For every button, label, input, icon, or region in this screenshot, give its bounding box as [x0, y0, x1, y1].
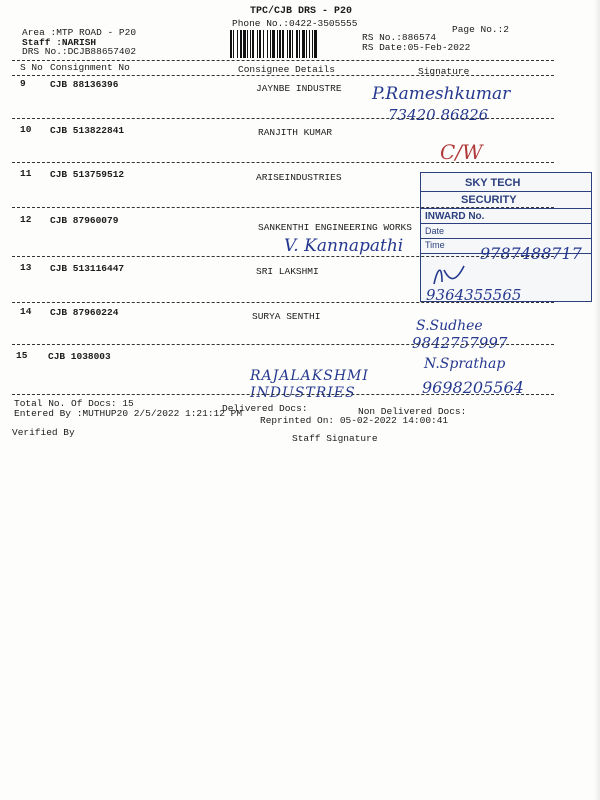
col-consignment: Consignment No — [50, 62, 130, 73]
row-consignee: SURYA SENTHI — [252, 311, 321, 322]
row-sno: 12 — [20, 214, 32, 225]
barcode-bar — [247, 30, 248, 58]
verified-by: Verified By — [12, 427, 75, 438]
handwritten-signature: P.Rameshkumar — [372, 84, 511, 104]
row-sno: 10 — [20, 124, 32, 135]
handwritten-signature: V. Kannapathi — [284, 236, 404, 256]
barcode-bar — [309, 30, 310, 58]
barcode-bar — [289, 30, 291, 58]
rs-date: RS Date:05-Feb-2022 — [362, 42, 471, 53]
row-consignee: SANKENTHI ENGINEERING WORKS — [258, 222, 412, 233]
row-consignment: CJB 513759512 — [50, 169, 125, 180]
row-consignment: CJB 87960079 — [50, 215, 119, 226]
stamp-company: SKY TECH — [465, 177, 521, 189]
barcode-bar — [270, 30, 271, 58]
row-consignee: SRI LAKSHMI — [256, 266, 319, 277]
stamp-security: SECURITY — [461, 194, 517, 206]
barcode-bar — [302, 30, 305, 58]
barcode-bar — [243, 30, 246, 58]
barcode-bar — [240, 30, 242, 58]
handwritten-phone: 9787488717 — [480, 244, 582, 263]
handwritten-note: C/W — [440, 140, 483, 164]
row-sno: 14 — [20, 306, 32, 317]
barcode-bar — [250, 30, 251, 58]
row-consignee: ARISEINDUSTRIES — [256, 172, 342, 183]
stamp-time-label: Time — [425, 240, 445, 250]
barcode-bar — [252, 30, 254, 58]
handwritten-phone: 73420 86826 — [388, 106, 489, 124]
staff-signature: Staff Signature — [292, 433, 378, 444]
barcode-bar — [287, 30, 288, 58]
rs-number: RS No.:886574 — [362, 32, 437, 43]
row-consignment: CJB 513822841 — [50, 125, 125, 136]
handwritten-phone: 9698205564 — [422, 378, 524, 397]
divider — [12, 394, 554, 395]
barcode-bar — [296, 30, 298, 58]
barcode-bar — [267, 30, 268, 58]
barcode-bar — [257, 30, 258, 58]
barcode-bar — [312, 30, 313, 58]
barcode-bar — [233, 30, 234, 58]
col-sno: S No — [20, 62, 43, 73]
document-title: TPC/CJB DRS - P20 — [250, 6, 353, 17]
barcode-bar — [279, 30, 281, 58]
handwritten-phone: 9364355565 — [426, 286, 522, 304]
divider — [12, 344, 554, 345]
row-sno: 11 — [20, 168, 32, 179]
delivered-docs: Delivered Docs: — [222, 403, 308, 414]
stamp-date-label: Date — [425, 226, 445, 236]
row-consignee: RANJITH KUMAR — [258, 127, 333, 138]
row-sno: 9 — [20, 78, 26, 89]
barcode-bar — [282, 30, 284, 58]
handwritten-mark — [430, 262, 470, 288]
barcode-bar — [306, 30, 307, 58]
row-consignment: CJB 87960224 — [50, 307, 119, 318]
barcode-bar — [237, 30, 238, 58]
phone-number: Phone No.:0422-3505555 — [232, 18, 358, 29]
barcode-bar — [292, 30, 293, 58]
barcode-bar — [299, 30, 300, 58]
divider — [12, 60, 554, 61]
row-sno: 13 — [20, 262, 32, 273]
divider — [12, 162, 554, 163]
drs-number: DRS No.:DCJB88657402 — [22, 46, 137, 57]
row-consignment: CJB 513116447 — [50, 263, 125, 274]
barcode-bar — [277, 30, 278, 58]
barcode — [230, 30, 354, 58]
divider — [12, 256, 554, 257]
barcode-bar — [314, 30, 317, 58]
barcode-bar — [272, 30, 275, 58]
handwritten-signature: N.Sprathap — [424, 356, 506, 372]
non-delivered-docs: Non Delivered Docs: — [358, 406, 467, 417]
reprinted-on: Reprinted On: 05-02-2022 14:00:41 — [260, 415, 449, 426]
divider — [12, 302, 554, 303]
handwritten-signature: S.Sudhee — [416, 318, 483, 334]
divider — [12, 118, 554, 119]
divider — [12, 75, 554, 76]
total-docs: Total No. Of Docs: 15 — [14, 398, 134, 409]
row-consignee: JAYNBE INDUSTRE — [256, 83, 342, 94]
staff-label: Staff :NARISH — [22, 37, 97, 48]
col-consignee: Consignee Details — [238, 64, 335, 75]
handwritten-consignee: RAJALAKSHMI INDUSTRIES — [250, 368, 369, 401]
entered-by: Entered By :MUTHUP20 2/5/2022 1:21:12 PM — [14, 408, 243, 419]
page-edge — [594, 0, 600, 800]
page-number: Page No.:2 — [452, 24, 510, 35]
row-sno: 15 — [16, 350, 28, 361]
handwritten-phone: 9842757997 — [412, 334, 508, 352]
row-consignment: CJB 88136396 — [50, 79, 119, 90]
barcode-bar — [230, 30, 232, 58]
row-consignment: CJB 1038003 — [48, 351, 111, 362]
stamp-inward: INWARD No. — [425, 211, 485, 222]
barcode-bar — [263, 30, 264, 58]
area-label: Area :MTP ROAD - P20 — [22, 27, 137, 38]
barcode-bar — [259, 30, 261, 58]
col-signature: Signature — [418, 66, 470, 77]
